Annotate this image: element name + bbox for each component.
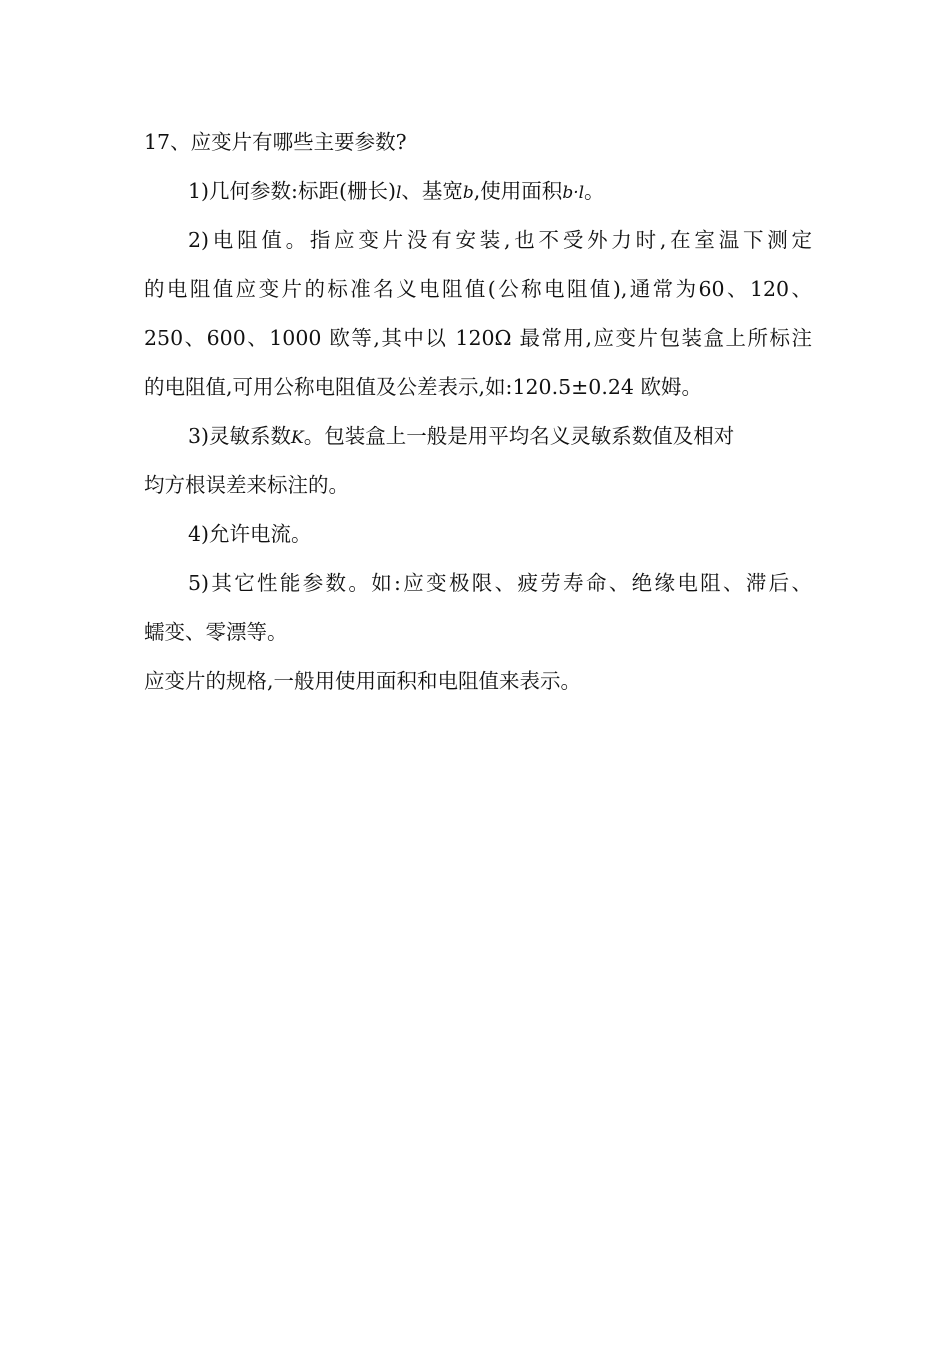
item-sensitivity-line2: 均方根误差来标注的。 — [144, 473, 349, 497]
item-sensitivity-prefix: 3)灵敏系数 — [188, 424, 292, 448]
item-geometry-mid2: ,使用面积 — [473, 179, 563, 203]
item-sensitivity-rest: 。包装盒上一般是用平均名义灵敏系数值及相对 — [303, 424, 735, 448]
item-geometry-mid1: 、基宽 — [401, 179, 463, 203]
item-geometry-end: 。 — [584, 179, 605, 203]
area-symbol: b·l — [562, 183, 585, 203]
item-allowed-current: 4)允许电流。 — [188, 522, 312, 546]
gauge-length-symbol: l — [395, 183, 402, 203]
item-other-params-line1: 5)其它性能参数。如:应变极限、疲劳寿命、绝缘电阻、滞后、 — [188, 571, 812, 595]
item-sensitivity-line1 — [144, 412, 812, 461]
gauge-factor-symbol: K — [291, 428, 304, 448]
base-width-symbol: b — [462, 183, 474, 203]
summary-text: 应变片的规格,一般用使用面积和电阻值来表示。 — [144, 669, 582, 693]
question-text-block — [144, 118, 812, 706]
item-resistance-line1: 2)电阻值。指应变片没有安装,也不受外力时,在室温下测定 — [188, 228, 812, 252]
item-other-params-line2: 蠕变、零漂等。 — [144, 620, 288, 644]
item-geometry-params — [144, 167, 812, 216]
item-resistance-line2: 的电阻值应变片的标准名义电阻值(公称电阻值),通常为60、120、 — [144, 277, 812, 301]
item-geometry-prefix: 1)几何参数:标距(栅长) — [188, 179, 396, 203]
question-title: 17、应变片有哪些主要参数? — [144, 130, 407, 154]
item-resistance-line3: 250、600、1000 欧等,其中以 120Ω 最常用,应变片包装盒上所标注 — [144, 326, 812, 350]
item-resistance-line4: 的电阻值,可用公称电阻值及公差表示,如:120.5±0.24 欧姆。 — [144, 375, 702, 399]
